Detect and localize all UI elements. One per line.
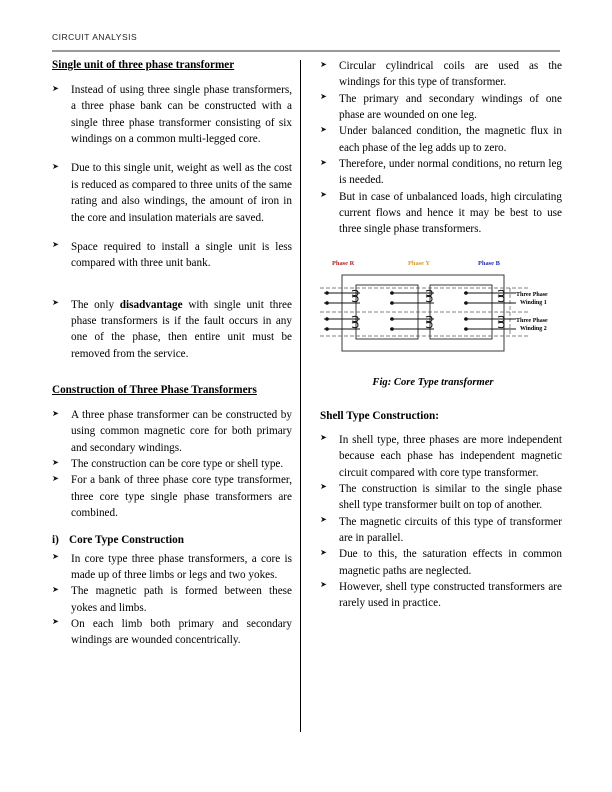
list-item: ➤ On each limb both primary and secondary windings are wounded concentrically. (52, 616, 292, 649)
heading-single-unit: Single unit of three phase transformer (52, 59, 235, 71)
right-bullet-list-2 (320, 432, 562, 612)
list-item: ➤ The magnetic circuits of this type of transformer are in parallel. (320, 514, 562, 547)
list-item: ➤ But in case of unbalanced loads, high circulating current flows and hence it may be best to use three single phase transformers. (320, 189, 562, 238)
list-item: ➤ Due to this, the saturation effects in common magnetic paths are neglected. (320, 546, 562, 579)
heading-construction: Construction of Three Phase Transformers (52, 383, 257, 396)
phase-label-b: Phase B (478, 259, 500, 267)
winding-label-1b: Winding 1 (520, 299, 547, 306)
figure-core-type-transformer (320, 260, 562, 388)
winding-label-2b: Winding 2 (520, 325, 547, 332)
list-item: ➤ Therefore, under normal conditions, no return leg is needed. (320, 156, 562, 189)
phase-label-r: Phase R (332, 259, 355, 267)
list-item: ➤ Instead of using three single phase transformers, a three phase bank can be constructed with a single three phase transformer consisting of six windings on a common multi-legged core. (52, 82, 292, 147)
list-item: ➤ The construction can be core type or shell type. (52, 456, 292, 472)
winding-label-2a: Three Phase (516, 317, 548, 324)
disadvantage-text-before: The only (71, 298, 120, 311)
list-item: ➤ Space required to install a single unit is less compared with three unit bank. (52, 239, 292, 272)
spacer (52, 362, 292, 383)
list-item: ➤ The magnetic path is formed between these yokes and limbs. (52, 583, 292, 616)
column-divider (300, 60, 301, 732)
list-item: ➤ Circular cylindrical coils are used as the windings for this type of transformer. (320, 58, 562, 91)
page-header (52, 32, 560, 52)
right-column (320, 58, 562, 612)
list-item: ➤ Due to this single unit, weight as well as the cost is reduced as compared to three units of the same rating and also windings, the amount of iron in the core and insulation materials are saved. (52, 160, 292, 225)
disadvantage-bold: disadvantage (119, 298, 183, 311)
heading-shell-type: Shell Type Construction: (320, 409, 439, 422)
header-title: CIRCUIT ANALYSIS (52, 32, 138, 42)
list-item: ➤ For a bank of three phase core type transformer, three core type single phase transformers are combined. (52, 472, 292, 521)
winding-label-1a: Three Phase (516, 291, 548, 298)
two-column-body (0, 58, 612, 758)
spacer (52, 521, 292, 533)
phase-label-y: Phase Y (408, 259, 430, 267)
list-item: ➤ A three phase transformer can be constructed by using common magnetic core for both primary and secondary windings. (52, 407, 292, 456)
subheading-label: Core Type Construction (69, 534, 184, 547)
list-item: ➤ The primary and secondary windings of one phase are wounded on one leg. (320, 91, 562, 124)
left-bullet-list-2 (52, 407, 292, 521)
figure-phase-labels (320, 260, 562, 271)
list-item: ➤ However, shell type constructed transformers are rarely used in practice. (320, 579, 562, 612)
header-divider-rule (52, 50, 560, 52)
list-item-disadvantage (52, 297, 292, 362)
core-type-transformer-svg (320, 271, 562, 363)
left-bullet-list-3 (52, 551, 292, 649)
list-item: ➤ The construction is similar to the single phase shell type transformer built on top of another. (320, 481, 562, 514)
disadvantage-text-after: with single unit three phase transformers is if the fault occurs in any one of the phase, then entire unit must be removed from the service. (71, 298, 292, 360)
left-column (52, 58, 292, 649)
right-bullet-list-1 (320, 58, 562, 238)
list-item: ➤ In core type three phase transformers, a core is made up of three limbs or legs and two yokes. (52, 551, 292, 584)
list-item: ➤ In shell type, three phases are more independent because each phase has independent magnetic circuit compared with core type transformer. (320, 432, 562, 481)
subheading-core-type (52, 533, 292, 548)
left-bullet-list-1 (52, 82, 292, 362)
list-item: ➤ Under balanced condition, the magnetic flux in each phase of the leg adds up to zero. (320, 123, 562, 156)
spacer (320, 388, 562, 409)
subheading-number: i) (52, 534, 59, 547)
figure-canvas (320, 271, 562, 363)
figure-caption: Fig: Core Type transformer (372, 376, 494, 388)
